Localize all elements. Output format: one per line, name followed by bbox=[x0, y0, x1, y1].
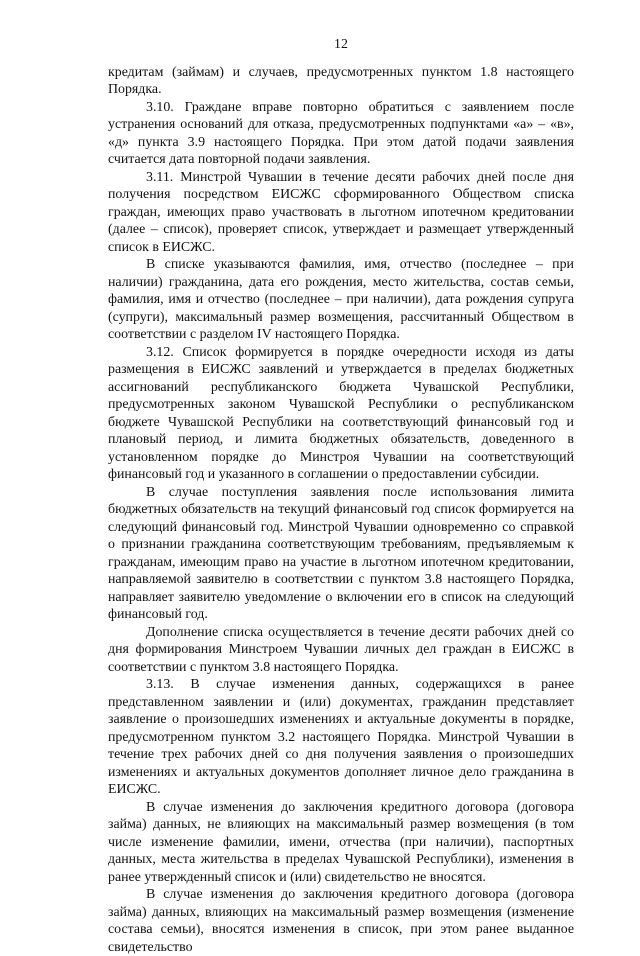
paragraph-continuation: кредитам (займам) и случаев, предусмотренных пунктом 1.8 настоящего Порядка. bbox=[108, 64, 574, 97]
paragraph-3-12: 3.12. Список формируется в порядке очередности исходя из даты размещения в ЕИСЖС заявлений и утверждается в пределах бюджетных ассигнований республиканского бюджета Чувашской Республики, предусмотренных законом Чувашской Республики о республиканском бюджете Чувашской Республики на соответствующий финансовый год и плановый период, и лимита бюджетных обязательств, доведенного в установленном порядке до Минстроя Чувашии на соответствующий финансовый год и указанного в соглашении о предоставлении субсидии. bbox=[108, 344, 574, 482]
paragraph-3-10: 3.10. Граждане вправе повторно обратиться с заявлением после устранения оснований для отказа, предусмотренных подпунктами «а» – «в», «д» пункта 3.9 настоящего Порядка. При этом датой подачи заявления считается дата повторной подачи заявления. bbox=[108, 99, 574, 167]
page-number: 12 bbox=[334, 37, 348, 52]
paragraph-list-supplement: Дополнение списка осуществляется в течение десяти рабочих дней со дня формирования Минстроем Чувашии личных дел граждан в ЕИСЖС в соответствии с пунктом 3.8 настоящего Порядка. bbox=[108, 624, 574, 675]
paragraph-limit-exhausted: В случае поступления заявления после использования лимита бюджетных обязательств на текущий финансовый год список формируется на следующий финансовый год. Минстрой Чувашии одновременно со справкой о признании гражданина соответствующим требованиям, предъявляемым к гражданам, имеющим право на участие в льготном ипотечном кредитовании, направляемой заявителю в соответствии с пунктом 3.8 настоящего Порядка, направляет заявителю уведомление о включении его в список на следующий финансовый год. bbox=[108, 484, 574, 622]
paragraph-3-13: 3.13. В случае изменения данных, содержащихся в ранее представленном заявлении и (или) документах, гражданин представляет заявление о произошедших изменениях и актуальные документы в порядке, предусмотренном пунктом 3.2 настоящего Порядка. Минстрой Чувашии в течение трех рабочих дней со дня получения заявления о произошедших изменениях и актуальных документов дополняет личное дело гражданина в ЕИСЖС. bbox=[108, 677, 574, 797]
paragraph-influencing-changes: В случае изменения до заключения кредитного договора (договора займа) данных, влияющих на максимальный размер возмещения (изменение состава семьи), вносятся изменения в список, при этом ранее выданное свидетельство bbox=[108, 887, 574, 955]
paragraph-list-contents: В списке указываются фамилия, имя, отчество (последнее – при наличии) гражданина, дата его рождения, место жительства, состав семьи, фамилия, имя и отчество (последнее – при наличии), дата рождения супруга (супруги), максимальный размер возмещения, рассчитанный Обществом в соответствии с разделом IV настоящего Порядка. bbox=[108, 257, 574, 342]
paragraph-3-11: 3.11. Минстрой Чувашии в течение десяти рабочих дней после дня получения посредством ЕИСЖС сформированного Обществом списка граждан, имеющих право участвовать в льготном ипотечном кредитовании (далее – список), проверяет список, утверждает и размещает утвержденный список в ЕИСЖС. bbox=[108, 169, 574, 255]
paragraph-non-influencing-changes: В случае изменения до заключения кредитного договора (договора займа) данных, не влияющих на максимальный размер возмещения (в том числе изменение фамилии, имени, отчества (при наличии), паспортных данных, места жительства в пределах Чувашской Республики), изменения в ранее утвержденный список и (или) свидетельство не вносятся. bbox=[108, 799, 574, 885]
